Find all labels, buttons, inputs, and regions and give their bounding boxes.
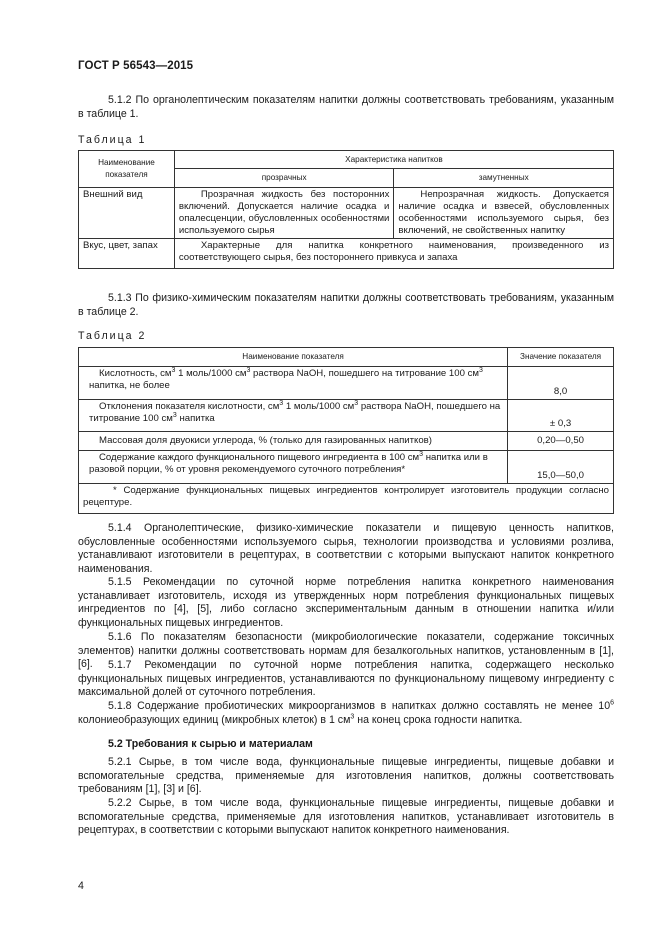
paragraph-5-1-8: 5.1.8 Содержание пробиотических микроорганизмов в напитках должно составлять не менее $10^6$ колониеобразующих единиц (микробных клеток) в 1 $см^3$ на конец срока годности напитка. [78,699,614,726]
table-2-row-acidity-deviation: Отклонения показателя кислотности, $см^3$ 1 моль/1000 $см^3$ раствора NaOH, пошедшего на титрование 100 $см^3$ напитка [79,400,508,432]
table-1-header-cloudy: замутненных [394,169,614,188]
table-2-row-co2-value: 0,20—0,50 [508,432,614,451]
table-2-row-functional: Содержание каждого функционального пищевого ингредиента в 100 $см^3$ напитка или в разовой порции, % от уровня рекомендуемого суточного потребления* [79,451,508,484]
paragraph-5-2-1: 5.2.1 Сырье, в том числе вода, функциональные пищевые ингредиенты, пищевые добавки и вспомогательные средства, применяемые для изготовления напитков, должны соответствовать требованиям [1], [3] и [6]. [78,756,614,796]
table-1-header-clear: прозрачных [174,169,394,188]
paragraph-5-2-2: 5.2.2 Сырье, в том числе вода, функциональные пищевые ингредиенты, пищевые добавки и вспомогательные средства, применяемые для изготовления напитков, устанавливает изготовитель в рецептурах, в соответствии с которыми выпускают напиток конкретного наименования. [78,797,614,837]
table-2-header-value: Значение показателя [508,348,614,367]
paragraph-5-1-2: 5.1.2 По органолептическим показателям напитки должны соответствовать требованиям, указанным в таблице 1. [78,94,614,120]
table-2-row-acidity: Кислотность, $см^3$ 1 моль/1000 $см^3$ раствора NaOH, пошедшего на титрование 100 $см^3$ напитка, не более [79,367,508,400]
table-2-footnote: * Содержание функциональных пищевых ингредиентов контролирует изготовитель продукции согласно рецептуре. [79,484,614,514]
document-header: ГОСТ Р 56543—2015 [78,60,194,72]
paragraph-5-1-3: 5.1.3 По физико-химическим показателям напитки должны соответствовать требованиям, указанным в таблице 2. [78,292,614,318]
table-1 [78,150,614,269]
table-2-row-co2: Массовая доля двуокиси углерода, % (только для газированных напитков) [79,432,508,451]
table-2-row-acidity-deviation-value: ± 0,3 [508,400,614,432]
table-1-row-appearance-cloudy: Непрозрачная жидкость. Допускается наличие осадка и взвесей, обусловленных особенностями используемого сырья, без включений, не свойственных напитку [394,188,614,239]
table-1-header-name: Наименование показателя [79,151,175,188]
table-2-row-acidity-value: 8,0 [508,367,614,400]
paragraph-5-1-6: 5.1.6 По показателям безопасности (микробиологические показатели, содержание токсичных элементов) напитки должны соответствовать нормам для безалкогольных напитков, установленным в [1], [6]. [78,631,614,671]
table-1-row-taste-value: Характерные для напитка конкретного наименования, произведенного из соответствующего сырья, без постороннего привкуса и запаха [174,239,613,269]
table-2-caption: Таблица 2 [78,330,147,342]
table-1-caption: Таблица 1 [78,134,147,146]
page-number: 4 [78,880,84,892]
table-1-row-appearance-name: Внешний вид [79,188,175,239]
section-5-2-title: 5.2 Требования к сырью и материалам [108,738,313,750]
table-2 [78,347,614,514]
table-1-header-characteristic: Характеристика напитков [174,151,613,169]
paragraph-5-1-5: 5.1.5 Рекомендации по суточной норме потребления напитка конкретного наименования устанавливает изготовитель, исходя из утвержденных норм потребления функциональных пищевых ингредиентов по [4], [5], либо согласно экспериментальным данным в отношении напитка и/или функциональных пищевых ингредиентов. [78,576,614,629]
table-2-row-functional-value: 15,0—50,0 [508,451,614,484]
table-1-row-appearance-clear: Прозрачная жидкость без посторонних включений. Допускается наличие осадка и опалесценции, обусловленных особенностями используемого сырья [174,188,394,239]
paragraph-5-1-7: 5.1.7 Рекомендации по суточной норме потребления напитка, содержащего несколько функциональных пищевых ингредиентов, устанавливаются по функциональному пищевому ингредиенту с максимальной долей от суточного потребления. [78,659,614,699]
table-1-row-taste-name: Вкус, цвет, запах [79,239,175,269]
paragraph-5-1-4: 5.1.4 Органолептические, физико-химические показатели и пищевую ценность напитков, обусловленные особенностями используемого сырья, технологии производства и условиями розлива, устанавливают изготовители в рецептурах, в соответствии с которыми выпускают напиток конкретного наименования. [78,522,614,575]
table-2-header-name: Наименование показателя [79,348,508,367]
